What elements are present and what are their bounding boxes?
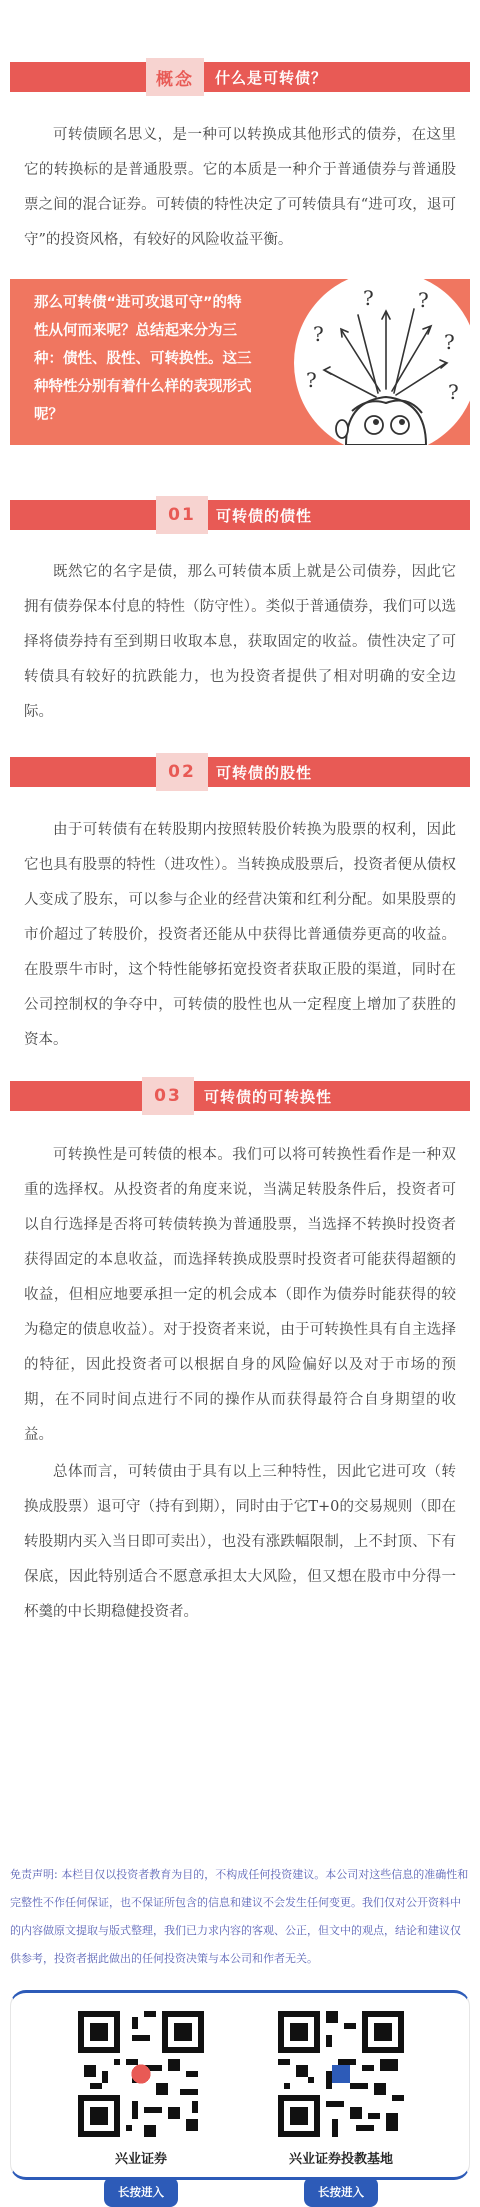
intro-paragraph: 可转债顾名思义，是一种可以转换成其他形式的债券，在这里它的转换标的是普通股票。它的本质是一种介于普通债券与普通股票之间的混合证券。可转债的特性决定了可转债具有“进可攻，退可守”的投资风格，有较好的风险收益平衡。 <box>24 127 456 248</box>
intro-header-bar <box>10 62 470 92</box>
intro-tab: 概念 <box>146 58 204 96</box>
disclaimer-text: 免责声明: 本栏目仅以投资者教育为目的，不构成任何投资建议。本公司对这些信息的准确性和完整性不作任何保证，也不保证所包含的信息和建议不会发生任何变更。我们仅对公开资料中的内容做原文提取与版式整理，我们已力求内容的客观、公正，但文中的观点，结论和建议仅供参考，投资者据此做出的任何投资决策与本公司和作者无关。 <box>10 1868 469 1965</box>
qr-right-name: 兴业证券投教基地 <box>288 2152 393 2167</box>
section-02-tab: 02 <box>156 753 208 791</box>
section-03-tab: 03 <box>142 1077 194 1115</box>
intro-title: 什么是可转债？ <box>215 68 328 87</box>
section-02-title: 可转债的股性 <box>216 763 313 782</box>
svg-text:?: ? <box>418 288 429 312</box>
long-press-button-right[interactable]: 长按进入 <box>304 2177 378 2207</box>
long-press-button-left[interactable]: 长按进入 <box>104 2177 178 2207</box>
highlight-text: 那么可转债“进可攻退可守”的特性从何而来呢？总结起来分为三种：债性、股性、可转换性。这三种特性分别有着什么样的表现形式呢？ <box>34 295 252 423</box>
section-01-title: 可转债的债性 <box>216 506 313 525</box>
section-01-header-bar <box>10 500 470 530</box>
svg-text:?: ? <box>306 368 317 392</box>
section-01-paragraph: 既然它的名字是债，那么可转债本质上就是公司债券，因此它拥有债券保本付息的特性（防守性）。类似于普通债券，我们可以选择将债券持有至到期日收取本息，获取固定的收益。债性决定了可转债具有较好的抗跌能力，也为投资者提供了相对明确的安全边际。 <box>24 564 456 720</box>
qr-code-right[interactable] <box>278 2011 404 2137</box>
svg-text:?: ? <box>448 380 459 404</box>
svg-text:?: ? <box>363 286 374 310</box>
qr-left-name: 兴业证券 <box>114 2152 167 2167</box>
section-02-header-bar <box>10 757 470 787</box>
qr-footer-card <box>10 1990 470 2199</box>
svg-text:?: ? <box>313 322 324 346</box>
qr-code-left[interactable] <box>78 2011 204 2137</box>
section-01-tab: 01 <box>156 496 208 534</box>
highlight-box <box>10 279 470 445</box>
section-02-paragraph: 由于可转债有在转股期内按照转股价转换为股票的权利，因此它也具有股票的特性（进攻性）。当转换成股票后，投资者便从债权人变成了股东，可以参与企业的经营决策和红利分配。如果股票的市价超过了转股价，投资者还能从中获得比普通债券更高的收益。在股票牛市时，这个特性能够拓宽投资者获取正股的渠道，同时在公司控制权的争夺中，可转债的股性也从一定程度上增加了获胜的资本。 <box>24 822 456 1048</box>
section-03-header-bar <box>10 1081 470 1111</box>
summary-paragraph: 总体而言，可转债由于具有以上三种特性，因此它进可攻（转换成股票）退可守（持有到期），同时由于它T+0的交易规则（即在转股期内买入当日即可卖出），也没有涨跌幅限制，上不封顶、下有保底，因此特别适合不愿意承担太大风险，但又想在股市中分得一杯羹的中长期稳健投资者。 <box>24 1464 456 1620</box>
section-03-title: 可转债的可转换性 <box>204 1087 333 1106</box>
section-03-paragraph: 可转换性是可转债的根本。我们可以将可转换性看作是一种双重的选择权。从投资者的角度来说，当满足转股条件后，投资者可以自行选择是否将可转债转换为普通股票，当选择不转换时投资者获得固定的本息收益，而选择转换成股票时投资者可能获得超额的收益，但相应地要承担一定的机会成本（即作为债券时能获得的较为稳定的债息收益）。对于投资者来说，由于可转换性具有自主选择的特征，因此投资者可以根据自身的风险偏好以及对于市场的预期，在不同时间点进行不同的操作从而获得最符合自身期望的收益。 <box>24 1147 456 1443</box>
confused-person-illustration <box>268 279 470 445</box>
svg-text:?: ? <box>444 330 455 354</box>
